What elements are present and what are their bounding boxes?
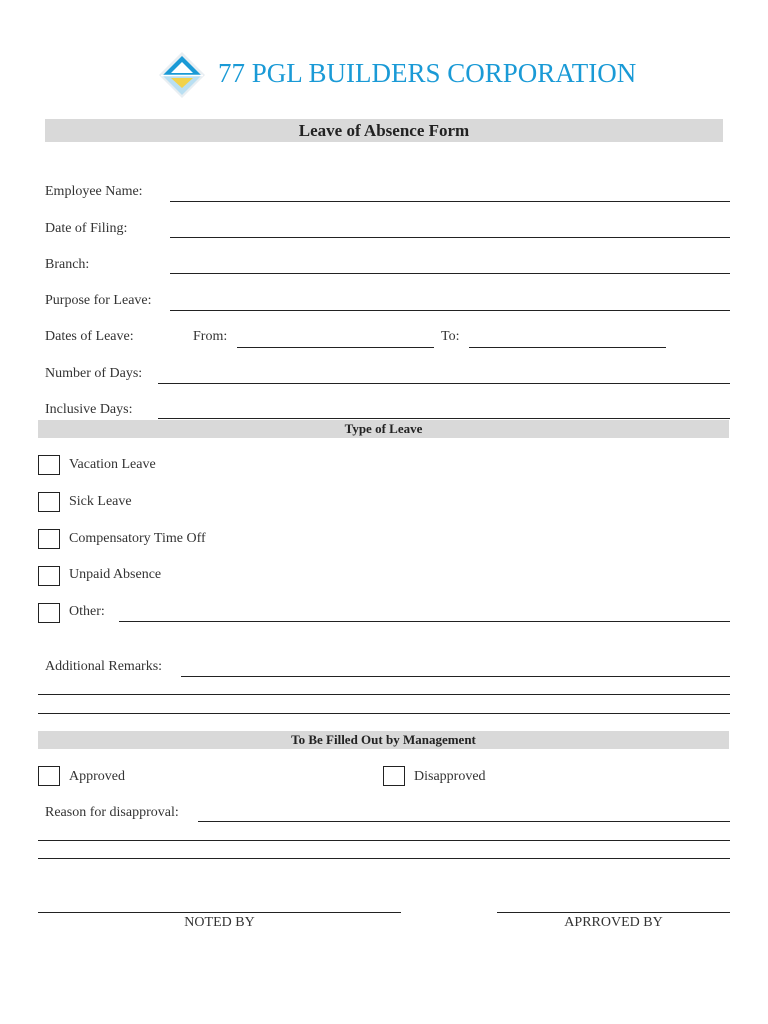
form-title: Leave of Absence Form xyxy=(298,121,470,140)
vacation-leave-checkbox[interactable] xyxy=(38,455,60,475)
purpose-field[interactable] xyxy=(170,310,730,311)
from-label: From: xyxy=(193,329,228,344)
unpaid-absence-label: Unpaid Absence xyxy=(69,567,162,582)
management-heading: To Be Filled Out by Management xyxy=(291,732,476,747)
reason-line-3[interactable] xyxy=(38,858,730,859)
date-of-filing-field[interactable] xyxy=(170,237,730,238)
other-leave-label: Other: xyxy=(69,604,105,619)
other-leave-field[interactable] xyxy=(119,621,730,622)
branch-label: Branch: xyxy=(45,257,90,272)
to-label: To: xyxy=(441,329,460,344)
reason-line-2[interactable] xyxy=(38,840,730,841)
unpaid-absence-checkbox[interactable] xyxy=(38,566,60,586)
company-logo-icon xyxy=(157,50,207,100)
inclusive-days-label: Inclusive Days: xyxy=(45,402,133,417)
additional-remarks-line-2[interactable] xyxy=(38,694,730,695)
inclusive-days-field[interactable] xyxy=(158,418,730,419)
additional-remarks-line-3[interactable] xyxy=(38,713,730,714)
additional-remarks-field[interactable] xyxy=(181,676,730,677)
approved-label: Approved xyxy=(69,769,125,784)
compensatory-time-off-checkbox[interactable] xyxy=(38,529,60,549)
to-date-field[interactable] xyxy=(469,347,666,348)
reason-for-disapproval-field[interactable] xyxy=(198,821,730,822)
sick-leave-label: Sick Leave xyxy=(69,494,132,509)
number-of-days-field[interactable] xyxy=(158,383,730,384)
vacation-leave-label: Vacation Leave xyxy=(69,457,156,472)
noted-by-signature-line[interactable] xyxy=(38,912,401,913)
from-date-field[interactable] xyxy=(237,347,434,348)
branch-field[interactable] xyxy=(170,273,730,274)
dates-of-leave-label: Dates of Leave: xyxy=(45,329,134,344)
noted-by-label: NOTED BY xyxy=(184,915,255,930)
other-leave-checkbox[interactable] xyxy=(38,603,60,623)
reason-for-disapproval-label: Reason for disapproval: xyxy=(45,805,179,820)
approved-by-signature-line[interactable] xyxy=(497,912,730,913)
number-of-days-label: Number of Days: xyxy=(45,366,143,381)
employee-name-label: Employee Name: xyxy=(45,184,143,199)
management-bar xyxy=(38,731,729,749)
employee-name-field[interactable] xyxy=(170,201,730,202)
company-name: 77 PGL BUILDERS CORPORATION xyxy=(218,58,637,88)
type-of-leave-heading: Type of Leave xyxy=(344,421,423,436)
approved-checkbox[interactable] xyxy=(38,766,60,786)
disapproved-checkbox[interactable] xyxy=(383,766,405,786)
compensatory-time-off-label: Compensatory Time Off xyxy=(69,531,206,546)
date-of-filing-label: Date of Filing: xyxy=(45,221,128,236)
additional-remarks-label: Additional Remarks: xyxy=(45,659,163,674)
form-title-bar xyxy=(45,119,723,142)
approved-by-label: APRROVED BY xyxy=(564,915,663,930)
disapproved-label: Disapproved xyxy=(414,769,486,784)
type-of-leave-bar xyxy=(38,420,729,438)
purpose-label: Purpose for Leave: xyxy=(45,293,152,308)
sick-leave-checkbox[interactable] xyxy=(38,492,60,512)
